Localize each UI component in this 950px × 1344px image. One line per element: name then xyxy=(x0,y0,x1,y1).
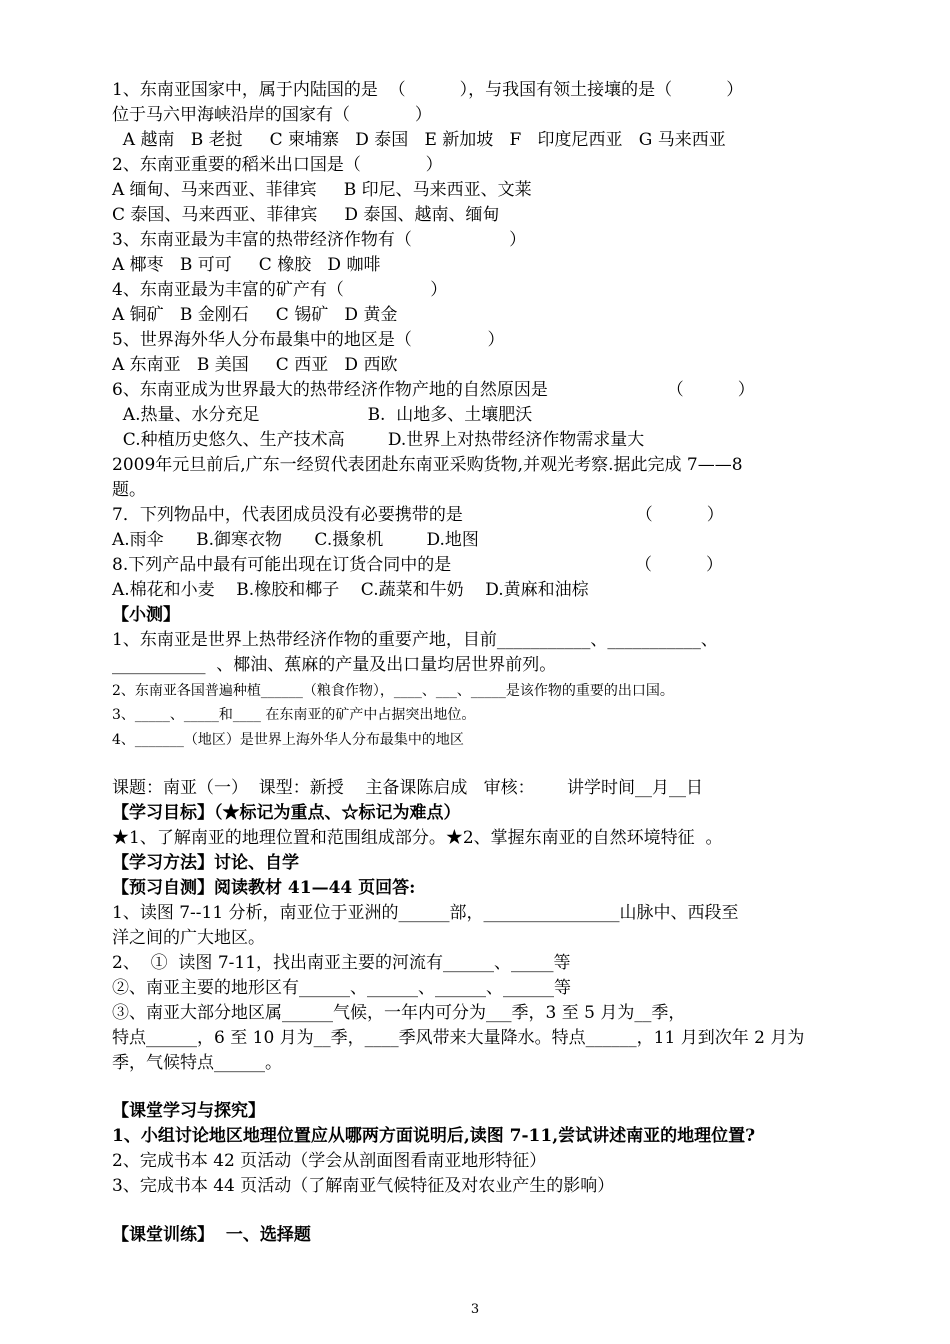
preview-q2-climate-2: 特点______，6 至 10 月为__季，____季风带来大量降水。特点______，11 月到次年 2 月为 xyxy=(112,1028,805,1048)
classroom-item-3: 3、完成书本 44 页活动（了解南亚气候特征及对农业产生的影响） xyxy=(112,1176,615,1196)
context-line: 2009年元旦前后,广东一经贸代表团赴东南亚采购货物,并观光考察.据此完成 7——8 xyxy=(112,455,743,475)
preview-q2: 2、 ① 读图 7-11，找出南亚主要的河流有______、_____等 xyxy=(112,953,571,973)
q2-options-cd: C 泰国、马来西亚、菲律宾 D 泰国、越南、缅甸 xyxy=(112,205,500,225)
q2-options-ab: A 缅甸、马来西亚、菲律宾 B 印尼、马来西亚、文莱 xyxy=(112,180,532,200)
classroom-item-1: 1、小组讨论地区地理位置应从哪两方面说明后,读图 7-11,尝试讲述南亚的地理位置? xyxy=(112,1126,756,1146)
q4-options: A 铜矿 B 金刚石 C 锡矿 D 黄金 xyxy=(112,305,398,325)
quiz-item-3: 3、_____、_____和____ 在东南亚的矿产中占据突出地位。 xyxy=(112,707,476,723)
q6-line: 6、东南亚成为世界最大的热带经济作物产地的自然原因是 （ ） xyxy=(112,380,755,400)
q7-options: A.雨伞 B.御寒衣物 C.摄象机 D.地图 xyxy=(112,530,479,550)
quiz-item-2: 2、东南亚各国普遍种植______（粮食作物），____、___、_____是该作物的重要的出口国。 xyxy=(112,683,674,699)
q3-line: 3、东南亚最为丰富的热带经济作物有（ ） xyxy=(112,230,527,250)
lesson-header: 课题：南亚（一） 课型：新授 主备课陈启成 审核： 讲学时间__月__日 xyxy=(112,778,704,798)
quiz-item-4: 4、_______（地区）是世界上海外华人分布最集中的地区 xyxy=(112,732,464,748)
quiz-item-1: 1、东南亚是世界上热带经济作物的重要产地，目前___________、___________、 xyxy=(112,630,718,650)
q8-line: 8.下列产品中最有可能出现在订货合同中的是 （ ） xyxy=(112,555,723,575)
q5-options: A 东南亚 B 美国 C 西亚 D 西欧 xyxy=(112,355,398,375)
q5-line: 5、世界海外华人分布最集中的地区是（ ） xyxy=(112,330,505,350)
q1-options: A 越南 B 老挝 C 柬埔寨 D 泰国 E 新加坡 F 印度尼西亚 G 马来西亚 xyxy=(112,130,726,150)
preview-heading: 【预习自测】阅读教材 41—44 页回答: xyxy=(112,878,416,898)
context-line-2: 题。 xyxy=(112,480,146,500)
q7-line: 7．下列物品中，代表团成员没有必要携带的是 （ ） xyxy=(112,505,724,525)
q1-line: 1、东南亚国家中，属于内陆国的是 （ ），与我国有领土接壤的是（ ） xyxy=(112,80,744,100)
preview-q1: 1、读图 7--11 分析，南亚位于亚洲的______部，________________山脉中、西段至 xyxy=(112,903,739,923)
q3-options: A 椰枣 B 可可 C 橡胶 D 咖啡 xyxy=(112,255,381,275)
objectives-text: ★1、了解南亚的地理位置和范围组成部分。★2、掌握东南亚的自然环境特征 。 xyxy=(112,828,723,848)
preview-q2-climate: ③、南亚大部分地区属______气候，一年内可分为___季，3 至 5 月为__季， xyxy=(112,1003,686,1023)
q8-options: A.棉花和小麦 B.橡胶和椰子 C.蔬菜和牛奶 D.黄麻和油棕 xyxy=(112,580,589,600)
q6-options-cd: C.种植历史悠久、生产技术高 D.世界上对热带经济作物需求量大 xyxy=(112,430,645,450)
training-heading: 【课堂训练】 一、选择题 xyxy=(112,1225,311,1245)
q2-line: 2、东南亚重要的稻米出口国是（ ） xyxy=(112,155,443,175)
preview-q2-terrain: ②、南亚主要的地形区有______、______、______、______等 xyxy=(112,978,571,998)
objectives-heading: 【学习目标】（★标记为重点、☆标记为难点） xyxy=(112,803,461,823)
quiz-heading: 【小测】 xyxy=(112,605,180,625)
q4-line: 4、东南亚最为丰富的矿产有（ ） xyxy=(112,280,448,300)
classroom-heading: 【课堂学习与探究】 xyxy=(112,1101,265,1121)
page-number: 3 xyxy=(470,1302,480,1317)
preview-q1-cont: 洋之间的广大地区。 xyxy=(112,928,265,948)
method-line: 【学习方法】讨论、自学 xyxy=(112,853,299,873)
preview-q2-climate-3: 季，气候特点______。 xyxy=(112,1053,282,1073)
classroom-item-2: 2、完成书本 42 页活动（学会从剖面图看南亚地形特征） xyxy=(112,1151,547,1171)
quiz-item-1-cont: ___________ 、椰油、蕉麻的产量及出口量均居世界前列。 xyxy=(112,655,557,675)
q1-line-2: 位于马六甲海峡沿岸的国家有（ ） xyxy=(112,105,432,125)
q6-options-ab: A.热量、水分充足 B. 山地多、土壤肥沃 xyxy=(112,405,533,425)
